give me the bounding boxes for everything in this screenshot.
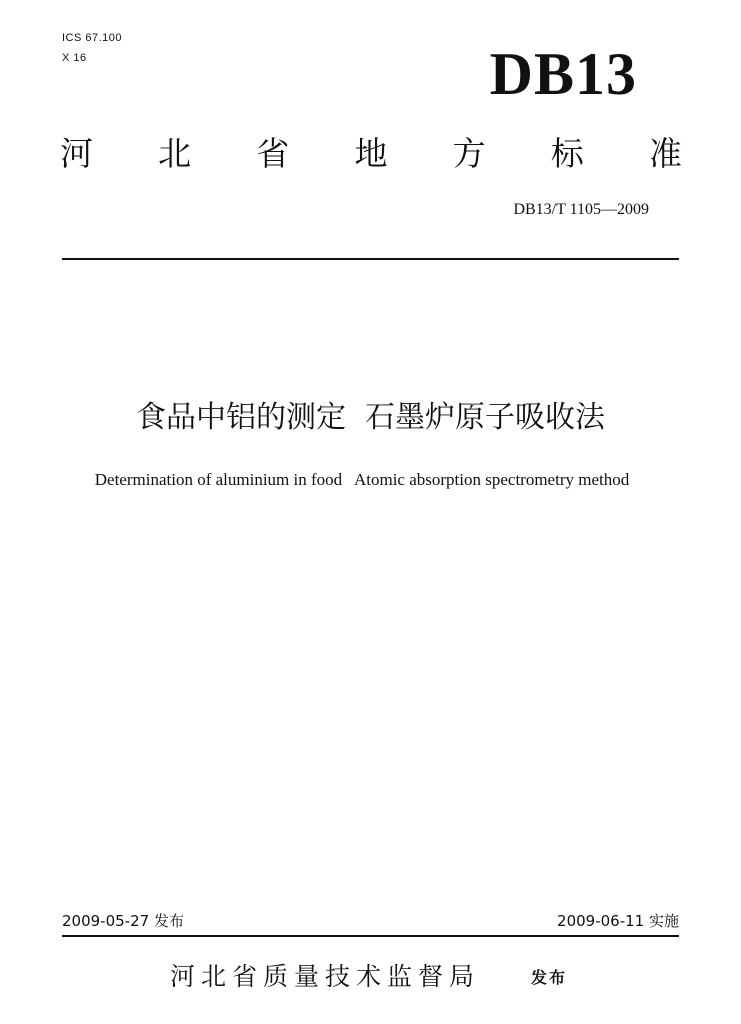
top-divider bbox=[62, 258, 679, 260]
standard-number: DB13/T 1105—2009 bbox=[513, 201, 649, 218]
standard-type-char: 标 bbox=[550, 134, 584, 173]
standard-type-char: 河 bbox=[60, 134, 93, 173]
standard-type-char: 北 bbox=[158, 134, 192, 173]
issue-date: 2009-05-27 发布 bbox=[62, 912, 184, 930]
standard-mark: DB13 bbox=[489, 41, 637, 107]
standard-type-heading bbox=[60, 134, 682, 174]
standard-type-char: 省 bbox=[256, 134, 290, 173]
standard-type-char: 准 bbox=[648, 134, 682, 173]
document-title-zh: 食品中铝的测定 石墨炉原子吸收法 bbox=[135, 400, 606, 435]
issuing-action: 发布 bbox=[531, 968, 568, 987]
classification-code: X 16 bbox=[62, 52, 87, 64]
standard-type-char: 地 bbox=[354, 134, 388, 173]
ics-code: ICS 67.100 bbox=[62, 32, 123, 44]
document-title-en: Determination of aluminium in food Atomic absorption spectrometry method bbox=[94, 470, 630, 489]
bottom-divider bbox=[62, 935, 679, 937]
issuing-authority: 河北省质量技术监督局 bbox=[170, 962, 481, 991]
implementation-date: 2009-06-11 实施 bbox=[557, 912, 679, 930]
standard-type-char: 方 bbox=[452, 134, 486, 173]
